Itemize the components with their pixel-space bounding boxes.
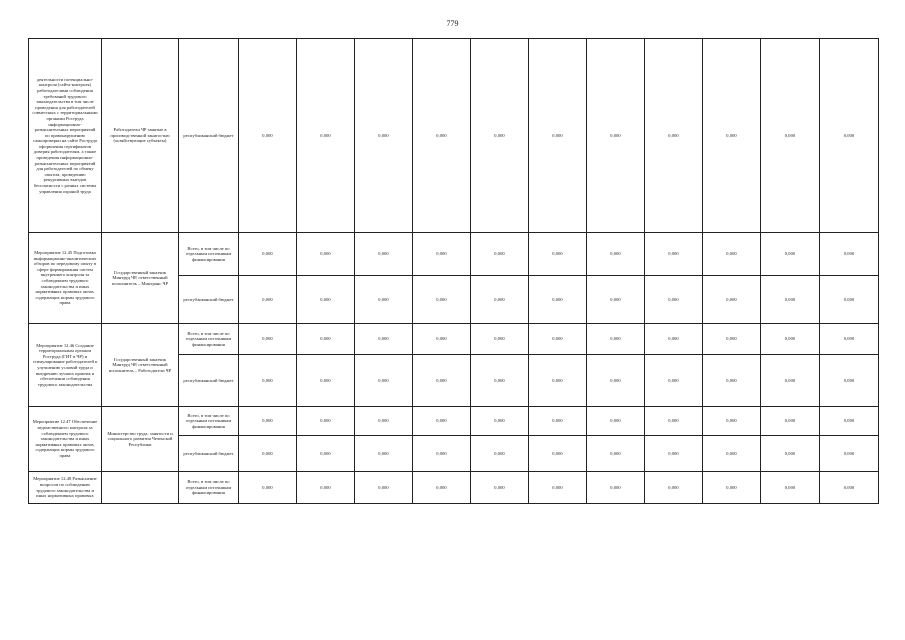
amount-cell: 0,000	[239, 233, 297, 276]
amount-cell: 0,000	[355, 276, 413, 324]
amount-cell: 0,000	[297, 324, 355, 355]
amount-cell: 0,000	[703, 39, 761, 233]
amount-cell: 0,000	[413, 39, 471, 233]
executor-cell: Работодатели ЧР занятые в производственной занятостью (хозяйствующие субъекты)	[102, 39, 179, 233]
amount-cell: 0,000	[413, 355, 471, 407]
amount-cell: 0,000	[297, 276, 355, 324]
amount-cell: 0,000	[703, 407, 761, 436]
amount-cell: 0,000	[645, 436, 703, 472]
amount-cell: 0,000	[413, 472, 471, 504]
amount-cell: 0,000	[587, 324, 645, 355]
amount-cell: 0,000	[355, 324, 413, 355]
amount-cell: 0,000	[471, 407, 529, 436]
executor-cell	[102, 472, 179, 504]
table-row	[29, 324, 879, 355]
amount-cell: 0,000	[413, 276, 471, 324]
amount-cell: 0,000	[355, 233, 413, 276]
amount-cell: 0,000	[529, 355, 587, 407]
amount-cell: 0,000	[529, 472, 587, 504]
activity-cell: деятельности потенциально-контроля (сайта-контроля) работодателями соблюдения требований трудового законодательства в том числе проведения для работодателей совместных с территориальными органами Роструда информационно-разъяснительных мероприятий по правонарушению самопроверки на сайте Роструда оформления сертификатов доверия работодателям, а также проведения информационно-разъяснительных мероприятий для работодателей по обмену опытом, проведению рекурсивных выездов бесплатности с разных системы управления охраной труда	[29, 39, 102, 233]
amount-cell: 0,000	[355, 436, 413, 472]
amount-cell: 0,000	[297, 436, 355, 472]
amount-cell: 0,000	[471, 472, 529, 504]
amount-cell: 0,000	[645, 233, 703, 276]
table-row	[29, 407, 879, 436]
amount-cell: 0,000	[820, 436, 879, 472]
amount-cell: 0,000	[355, 355, 413, 407]
table-row	[29, 233, 879, 276]
amount-cell: 0,000	[703, 472, 761, 504]
amount-cell: 0,000	[413, 407, 471, 436]
amount-cell: 0,000	[471, 39, 529, 233]
funding-source-cell: Всего, в том числе по отдельным источникам финансирования	[179, 407, 239, 436]
amount-cell: 0,000	[239, 472, 297, 504]
amount-cell: 0,000	[239, 324, 297, 355]
budget-table	[28, 38, 879, 504]
executor-cell: Министерство труда, занятости и социального развития Чеченской Республики	[102, 407, 179, 472]
amount-cell: 0,000	[820, 407, 879, 436]
funding-source-cell: Всего, в том числе по отдельным источникам финансирования	[179, 233, 239, 276]
amount-cell: 0,000	[297, 233, 355, 276]
amount-cell: 0,000	[761, 276, 820, 324]
amount-cell: 0,000	[587, 355, 645, 407]
funding-source-cell: республиканский бюджет	[179, 355, 239, 407]
amount-cell: 0,000	[239, 436, 297, 472]
table-row	[29, 39, 879, 233]
amount-cell: 0,000	[645, 407, 703, 436]
amount-cell: 0,000	[529, 436, 587, 472]
amount-cell: 0,000	[587, 407, 645, 436]
budget-table-body	[29, 39, 879, 504]
amount-cell: 0,000	[355, 39, 413, 233]
amount-cell: 0,000	[297, 407, 355, 436]
amount-cell: 0,000	[413, 233, 471, 276]
amount-cell: 0,000	[587, 436, 645, 472]
activity-cell: Мероприятие 12.47 Обеспечение ведомственного контроля за соблюдением трудового законодательства и иных нормативных правовых актов, содержащих нормы трудового права	[29, 407, 102, 472]
amount-cell: 0,000	[297, 472, 355, 504]
amount-cell: 0,000	[355, 407, 413, 436]
amount-cell: 0,000	[703, 233, 761, 276]
funding-source-cell: республиканский бюджет	[179, 39, 239, 233]
amount-cell: 0,000	[761, 324, 820, 355]
amount-cell: 0,000	[587, 472, 645, 504]
funding-source-cell: республиканский бюджет	[179, 436, 239, 472]
amount-cell: 0,000	[761, 407, 820, 436]
amount-cell: 0,000	[703, 355, 761, 407]
amount-cell: 0,000	[355, 472, 413, 504]
amount-cell: 0,000	[471, 276, 529, 324]
amount-cell: 0,000	[239, 276, 297, 324]
amount-cell: 0,000	[529, 233, 587, 276]
amount-cell: 0,000	[645, 355, 703, 407]
amount-cell: 0,000	[529, 407, 587, 436]
amount-cell: 0,000	[297, 39, 355, 233]
amount-cell: 0,000	[761, 233, 820, 276]
amount-cell: 0,000	[587, 276, 645, 324]
amount-cell: 0,000	[587, 39, 645, 233]
amount-cell: 0,000	[239, 407, 297, 436]
amount-cell: 0,000	[820, 233, 879, 276]
amount-cell: 0,000	[703, 436, 761, 472]
amount-cell: 0,000	[413, 324, 471, 355]
page-number: 779	[446, 19, 459, 28]
amount-cell: 0,000	[703, 276, 761, 324]
amount-cell: 0,000	[529, 324, 587, 355]
amount-cell: 0,000	[471, 324, 529, 355]
amount-cell: 0,000	[820, 324, 879, 355]
amount-cell: 0,000	[820, 355, 879, 407]
amount-cell: 0,000	[645, 324, 703, 355]
amount-cell: 0,000	[645, 472, 703, 504]
executor-cell: Государственный заказчик Минтруд ЧР, ответственный исполнитель – Минтранс ЧР	[102, 233, 179, 324]
executor-cell: Государственный заказчик Минтруд ЧР, ответственный исполнитель – Работодатели ЧР	[102, 324, 179, 407]
funding-source-cell: Всего, в том числе по отдельным источникам финансирования	[179, 324, 239, 355]
activity-cell: Мероприятие 12.46 Создание территориальным органом Роструда (ГИТ в ЧР) и стимулирование работодателей к улучшению условий труда и внедрению лучших практик в обеспечении соблюдения трудового законодательства	[29, 324, 102, 407]
amount-cell: 0,000	[529, 39, 587, 233]
amount-cell: 0,000	[471, 355, 529, 407]
funding-source-cell: республиканский бюджет	[179, 276, 239, 324]
amount-cell: 0,000	[761, 39, 820, 233]
funding-source-cell: Всего, в том числе по отдельным источникам финансирования	[179, 472, 239, 504]
activity-cell: Мероприятие 12.45 Подготовка информационно-аналитических обзоров по передовому опыту в сфере формирования систем внутреннего контроля за соблюдением трудового законодательства и иных нормативных правовых актов, содержащих нормы трудового права	[29, 233, 102, 324]
amount-cell: 0,000	[761, 472, 820, 504]
amount-cell: 0,000	[820, 472, 879, 504]
amount-cell: 0,000	[645, 276, 703, 324]
amount-cell: 0,000	[820, 39, 879, 233]
amount-cell: 0,000	[529, 276, 587, 324]
amount-cell: 0,000	[587, 233, 645, 276]
table-row	[29, 472, 879, 504]
amount-cell: 0,000	[471, 233, 529, 276]
amount-cell: 0,000	[820, 276, 879, 324]
amount-cell: 0,000	[761, 355, 820, 407]
amount-cell: 0,000	[413, 436, 471, 472]
budget-table-wrapper	[28, 38, 879, 510]
amount-cell: 0,000	[761, 436, 820, 472]
activity-cell: Мероприятие 12.48 Разъяснение вопросов по соблюдению трудового законодательства и иных нормативных правовых	[29, 472, 102, 504]
amount-cell: 0,000	[471, 436, 529, 472]
amount-cell: 0,000	[239, 355, 297, 407]
amount-cell: 0,000	[297, 355, 355, 407]
amount-cell: 0,000	[703, 324, 761, 355]
amount-cell: 0,000	[239, 39, 297, 233]
amount-cell: 0,000	[645, 39, 703, 233]
